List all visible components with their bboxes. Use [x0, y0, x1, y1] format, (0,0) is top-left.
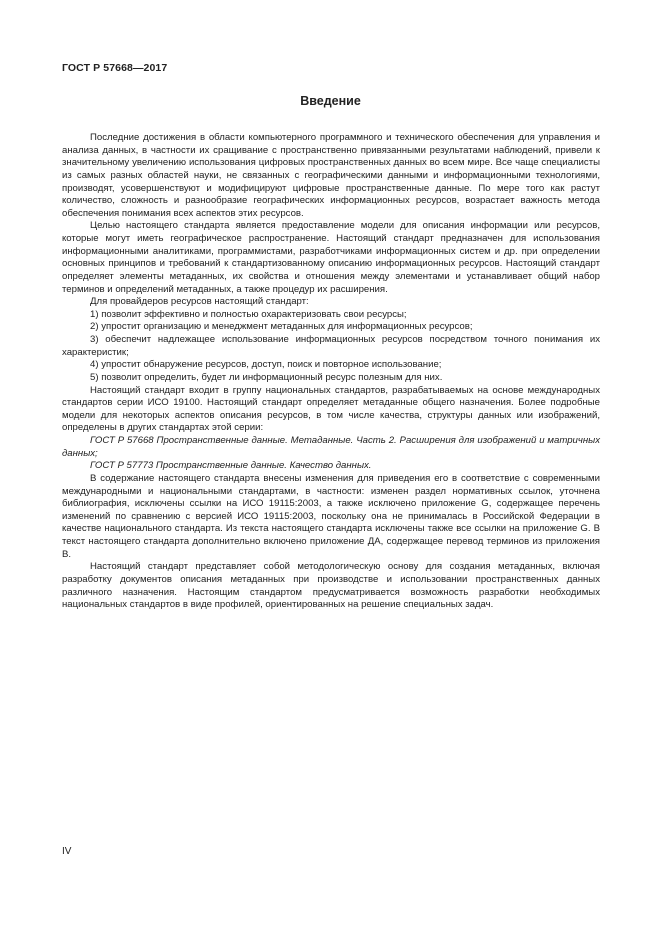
paragraph: 5) позволит определить, будет ли информационный ресурс полезным для них. — [90, 371, 443, 383]
paragraph: Настоящий стандарт представляет собой методологическую основу для создания метаданных, включая разработку документов описания метаданных при производстве и использовании пространственных данных различного назначения. Настоящим стандартом предусматривается возможность разработки необходимых национальных стандартов в виде профилей, ориентированных на решение специальных задач. — [62, 561, 600, 611]
document-body — [62, 132, 600, 612]
section-title: Введение — [300, 94, 361, 108]
paragraph: 4) упростит обнаружение ресурсов, доступ, поиск и повторное использование; — [90, 359, 442, 371]
paragraph: Для провайдеров ресурсов настоящий стандарт: — [90, 296, 309, 308]
paragraph: 3) обеспечит надлежащее использование информационных ресурсов посредством точного понимания их характеристик; — [62, 334, 600, 358]
paragraph: 1) позволит эффективно и полностью охарактеризовать свои ресурсы; — [90, 308, 407, 320]
paragraph: ГОСТ Р 57773 Пространственные данные. Качество данных. — [90, 460, 372, 472]
paragraph: В содержание настоящего стандарта внесены изменения для приведения его в соответствие с современными международными и национальными стандартами, в частности: изменен раздел нормативных ссылок, уточнена библиография, исключены ссылки на ИСО 19115:2003, а также исключено приложение G, содержащее перечень изменений по сравнению с версией ИСО 19115:2003, поскольку она не принималась в Российской Федерации в качестве национального стандарта. Из текста настоящего стандарта исключены также все ссылки на приложение G. В текст настоящего стандарта дополнительно включено приложение ДА, содержащее перевод терминов из приложения В. — [62, 472, 600, 560]
paragraph: Последние достижения в области компьютерного программного и технического обеспечения для управления и анализа данных, в частности их сращивание с пространственно привязанными результатами наблюдений, привели к значительному увеличению использования цифровых пространственных данных во всем мире. Все чаще специалисты из самых разных областей науки, не связанных с географическими данными и информационными технологиями, производят, усовершенствуют и модифицируют цифровые пространственные данные. По мере того как растут количество, сложность и разнообразие географических информационных ресурсов, возрастает важность метода обеспечения понимания всех аспектов этих ресурсов. — [62, 132, 600, 219]
paragraph: Целью настоящего стандарта является предоставление модели для описания информации или ресурсов, которые могут иметь географическое распространение. Настоящий стандарт предназначен для использования информационными аналитиками, программистами, разработчиками информационных систем и др. при определении основных принципов и требований к стандартизованному описанию информационных ресурсов. Настоящий стандарт определяет элементы метаданных, их свойства и отношения между элементами и устанавливает общий набор терминов и определений метаданных, а также процедур их расширения. — [62, 220, 600, 295]
document-header: ГОСТ Р 57668—2017 — [62, 62, 168, 74]
paragraph: ГОСТ Р 57668 Пространственные данные. Метаданные. Часть 2. Расширения для изображений и матричных данных; — [62, 435, 600, 459]
paragraph: Настоящий стандарт входит в группу национальных стандартов, разрабатываемых на основе международных стандартов серии ИСО 19100. Настоящий стандарт определяет метаданные общего назначения. Более подробные модели для некоторых аспектов описания ресурсов, в том числе качества, структуры данных или изображений, определены в других стандартах этой серии: — [62, 384, 600, 434]
page-number: IV — [62, 846, 72, 857]
paragraph: 2) упростит организацию и менеджмент метаданных для информационных ресурсов; — [90, 321, 473, 333]
